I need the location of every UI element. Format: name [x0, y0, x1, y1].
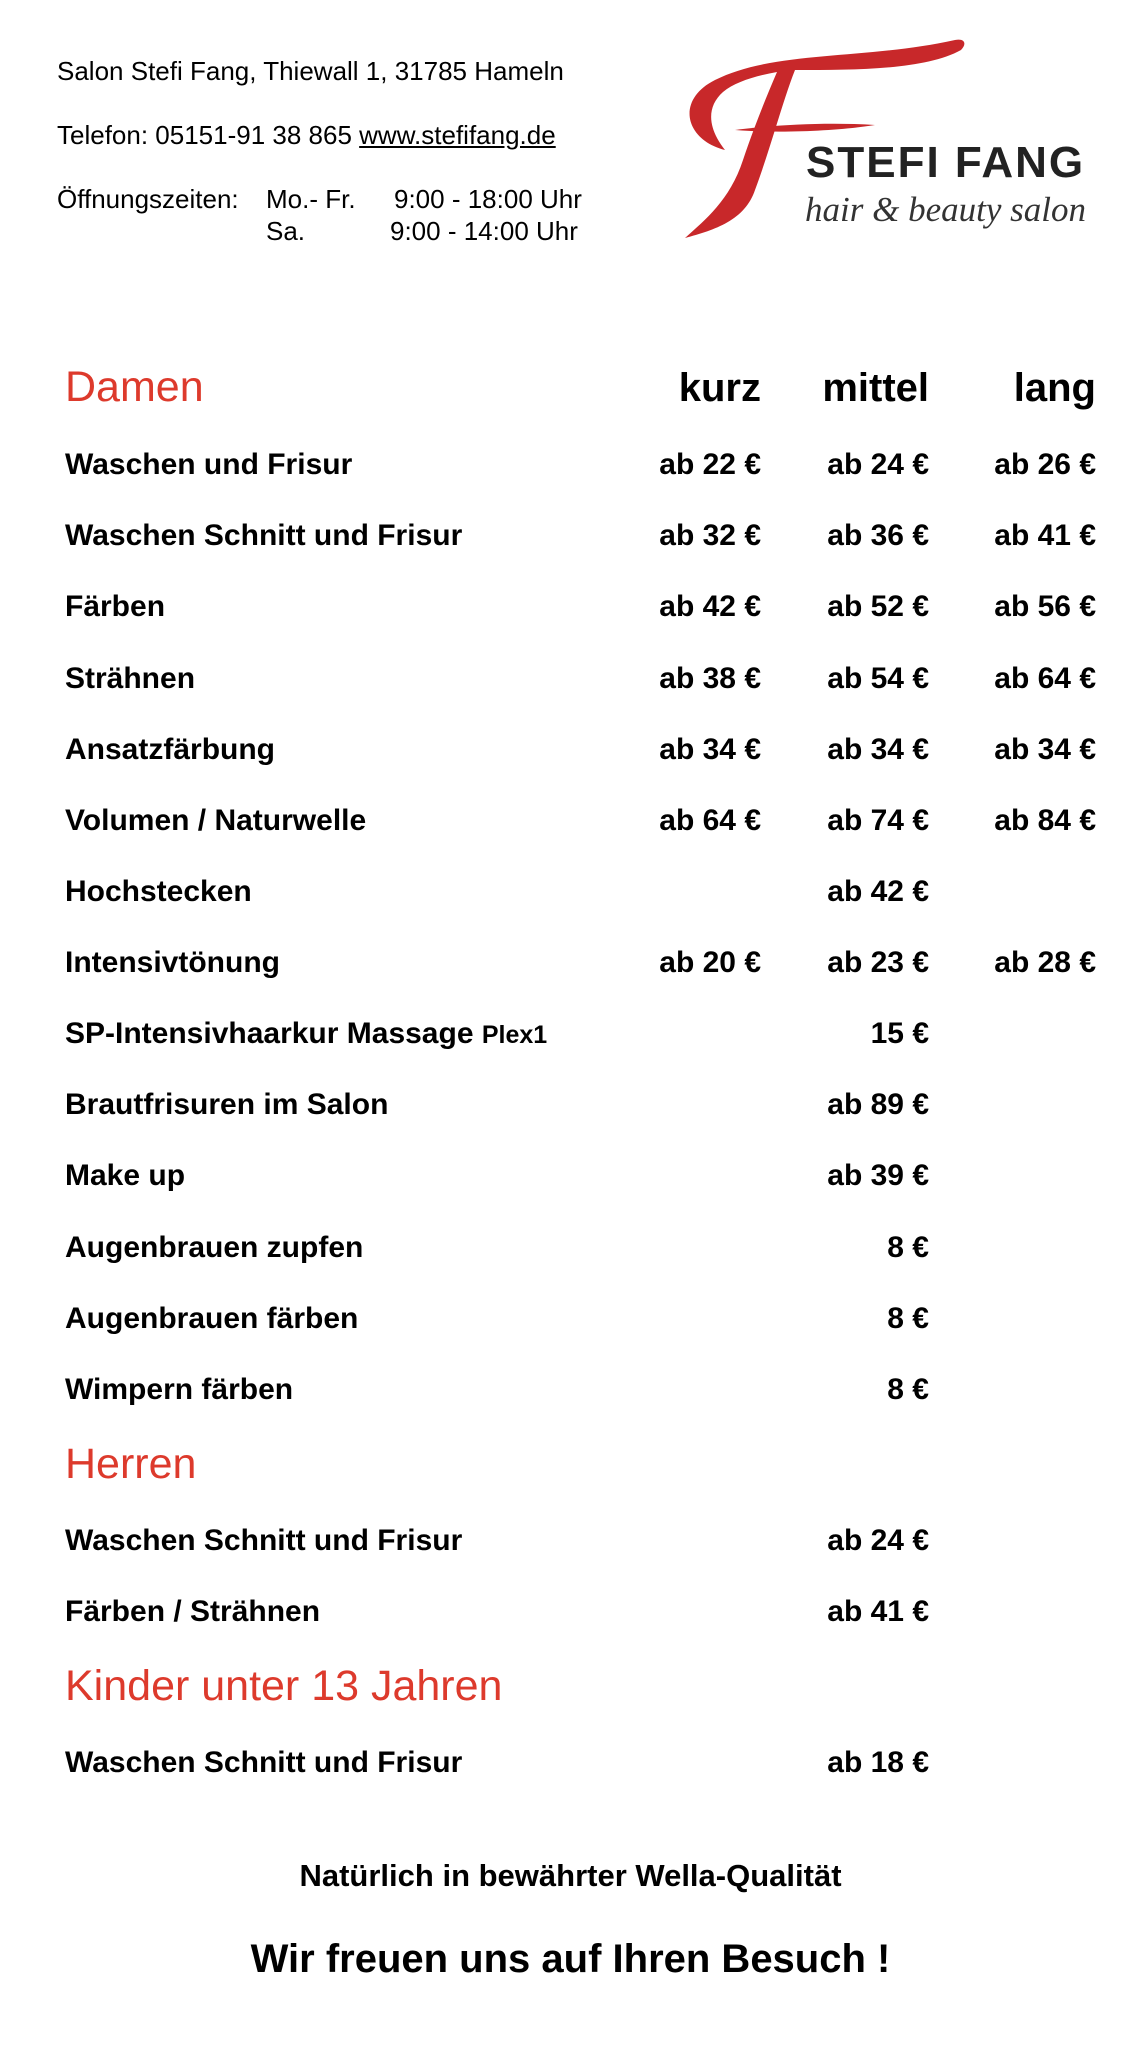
price-mittel: ab 89 €	[827, 1088, 929, 1121]
service-name: Waschen Schnitt und Frisur	[65, 1746, 463, 1779]
price-row	[0, 1017, 1141, 1057]
service-name: Make up	[65, 1159, 186, 1192]
column-header-lang: lang	[1013, 366, 1096, 410]
price-row	[0, 448, 1141, 488]
phone-line	[57, 119, 556, 151]
hours-day: Sa.	[266, 216, 306, 246]
price-mittel: 15 €	[870, 1017, 929, 1050]
price-mittel: 8 €	[887, 1231, 929, 1264]
price-row	[0, 590, 1141, 630]
service-name: Färben / Strähnen	[65, 1595, 321, 1628]
column-header-mittel: mittel	[822, 366, 929, 410]
hours-time: 9:00 - 18:00 Uhr	[394, 184, 582, 214]
price-mittel: ab 74 €	[827, 804, 929, 837]
price-row	[0, 519, 1141, 559]
service-name: Hochstecken	[65, 875, 252, 908]
price-kurz: ab 64 €	[659, 804, 761, 837]
price-mittel: ab 42 €	[827, 875, 929, 908]
price-lang: ab 56 €	[994, 590, 1096, 623]
service-name: Waschen und Frisur	[65, 448, 353, 481]
service-name: Strähnen	[65, 662, 196, 695]
price-lang: ab 28 €	[994, 946, 1096, 979]
service-name: Intensivtönung	[65, 946, 280, 979]
service-name-suffix: Plex1	[481, 1021, 548, 1049]
service-name: Waschen Schnitt und Frisur	[65, 519, 463, 552]
hours-label: Öffnungszeiten:	[57, 184, 239, 214]
price-row	[0, 1524, 1141, 1564]
price-lang: ab 64 €	[994, 662, 1096, 695]
price-row	[0, 662, 1141, 702]
closing-greeting: Wir freuen uns auf Ihren Besuch !	[250, 1937, 891, 1981]
service-name: Augenbrauen färben	[65, 1302, 359, 1335]
service-name: Färben	[65, 590, 166, 623]
price-mittel: ab 54 €	[827, 662, 929, 695]
price-mittel: ab 41 €	[827, 1595, 929, 1628]
hours-day: Mo.- Fr.	[266, 184, 356, 214]
service-name: Ansatzfärbung	[65, 733, 275, 766]
logo-tagline: hair & beauty salon	[805, 190, 1086, 229]
price-mittel: ab 23 €	[827, 946, 929, 979]
service-name: Brautfrisuren im Salon	[65, 1088, 389, 1121]
section-title-herren: Herren	[65, 1440, 197, 1488]
price-row	[0, 733, 1141, 773]
price-row	[0, 1231, 1141, 1271]
service-name: Volumen / Naturwelle	[65, 804, 367, 837]
price-row	[0, 946, 1141, 986]
price-row	[0, 1088, 1141, 1128]
service-name: Waschen Schnitt und Frisur	[65, 1524, 463, 1557]
column-header-kurz: kurz	[678, 366, 761, 410]
price-row	[0, 1159, 1141, 1199]
service-name: Augenbrauen zupfen	[65, 1231, 364, 1264]
price-mittel: ab 52 €	[827, 590, 929, 623]
price-kurz: ab 32 €	[659, 519, 761, 552]
price-kurz: ab 42 €	[659, 590, 761, 623]
address: Salon Stefi Fang, Thiewall 1, 31785 Hameln	[57, 56, 564, 86]
service-name-main: SP-Intensivhaarkur Massage	[65, 1017, 474, 1050]
price-mittel: 8 €	[887, 1302, 929, 1335]
service-name	[65, 1017, 547, 1051]
price-row	[0, 875, 1141, 915]
price-lang: ab 41 €	[994, 519, 1096, 552]
price-mittel: ab 24 €	[827, 448, 929, 481]
price-mittel: ab 34 €	[827, 733, 929, 766]
price-mittel: ab 24 €	[827, 1524, 929, 1557]
price-mittel: ab 39 €	[827, 1159, 929, 1192]
price-row	[0, 1373, 1141, 1413]
hours-time: 9:00 - 14:00 Uhr	[390, 216, 578, 246]
service-name: Wimpern färben	[65, 1373, 294, 1406]
price-lang: ab 26 €	[994, 448, 1096, 481]
salon-logo	[665, 30, 1085, 250]
price-row	[0, 1595, 1141, 1635]
price-row	[0, 1302, 1141, 1342]
price-row	[0, 1746, 1141, 1786]
hours-weekday	[57, 183, 582, 215]
section-title-damen: Damen	[65, 363, 204, 411]
phone: Telefon: 05151-91 38 865	[57, 120, 352, 150]
price-mittel: ab 18 €	[827, 1746, 929, 1779]
website-link[interactable]: www.stefifang.de	[359, 120, 556, 150]
price-row	[0, 804, 1141, 844]
price-kurz: ab 20 €	[659, 946, 761, 979]
price-kurz: ab 38 €	[659, 662, 761, 695]
section-title-kinder: Kinder unter 13 Jahren	[65, 1662, 503, 1710]
logo-name: STEFI FANG	[806, 138, 1086, 187]
price-lang: ab 34 €	[994, 733, 1096, 766]
hours-saturday	[57, 215, 578, 247]
quality-note: Natürlich in bewährter Wella-Qualität	[299, 1858, 842, 1893]
price-kurz: ab 34 €	[659, 733, 761, 766]
price-kurz: ab 22 €	[659, 448, 761, 481]
price-mittel: 8 €	[887, 1373, 929, 1406]
price-mittel: ab 36 €	[827, 519, 929, 552]
price-lang: ab 84 €	[994, 804, 1096, 837]
